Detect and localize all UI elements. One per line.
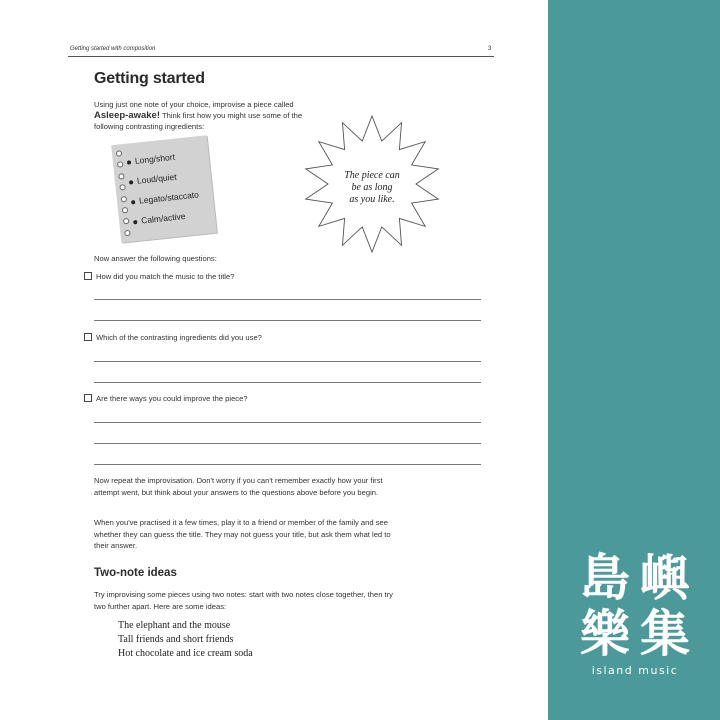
logo-subtitle: island music: [591, 664, 679, 677]
piece-title: Asleep-awake!: [94, 110, 161, 121]
bullet-icon: [131, 200, 135, 204]
sun-caption: The piece can be as long as you like.: [344, 170, 400, 205]
ideas-list: [118, 619, 253, 661]
checkbox-icon[interactable]: [84, 394, 92, 402]
bullet-icon: [133, 220, 137, 224]
repeat-paragraph: Now repeat the improvisation. Don't worry if you can't remember exactly how your first attempt went, but think about your answers to the questions above before you begin.: [94, 476, 383, 497]
answer-line[interactable]: [94, 382, 481, 383]
section-title: Getting started: [94, 70, 205, 87]
ingredient-item: Long/short: [126, 145, 196, 172]
section-title-two-note: Two-note ideas: [94, 567, 177, 579]
idea-item: Hot chocolate and ice cream soda: [118, 648, 253, 659]
island-music-logo: 島 嶼 樂 集 island music: [580, 549, 690, 677]
checkbox-icon[interactable]: [84, 333, 92, 341]
question-2: Which of the contrasting ingredients did you use?: [84, 333, 262, 342]
bullet-icon: [127, 160, 131, 164]
page-number: 3: [488, 46, 492, 52]
question-1: How did you match the music to the title?: [84, 272, 234, 281]
answer-line[interactable]: [94, 361, 481, 362]
bullet-icon: [129, 180, 133, 184]
answer-line[interactable]: [94, 464, 481, 465]
answer-prompt: Now answer the following questions:: [94, 254, 217, 263]
checkbox-icon[interactable]: [84, 272, 92, 280]
header-rule: [68, 56, 494, 57]
two-note-intro: Try improvising some pieces using two notes: start with two notes close together, then try two further apart. Here are some ideas:: [94, 590, 393, 611]
idea-item: Tall friends and short friends: [118, 634, 234, 645]
answer-line[interactable]: [94, 299, 481, 300]
ingredients-notepad: [111, 135, 217, 242]
ingredient-item: Calm/active: [132, 204, 202, 231]
answer-line[interactable]: [94, 443, 481, 444]
answer-line[interactable]: [94, 422, 481, 423]
idea-item: The elephant and the mouse: [118, 620, 231, 631]
practise-paragraph: When you've practised it a few times, play it to a friend or member of the family and see whether they can guess the title. They may not guess your title, but ask them what led to their answer.: [94, 518, 391, 550]
intro-paragraph: Using just one note of your choice, improvise a piece called Asleep-awake! Think first how you might use some of the following contrasting ingredients:: [94, 100, 303, 131]
ingredient-item: Loud/quiet: [128, 165, 198, 192]
answer-line[interactable]: [94, 320, 481, 321]
question-3: Are there ways you could improve the piece?: [84, 394, 248, 403]
running-head: Getting started with composition: [70, 46, 156, 52]
ingredient-item: Legato/staccato: [130, 184, 200, 211]
